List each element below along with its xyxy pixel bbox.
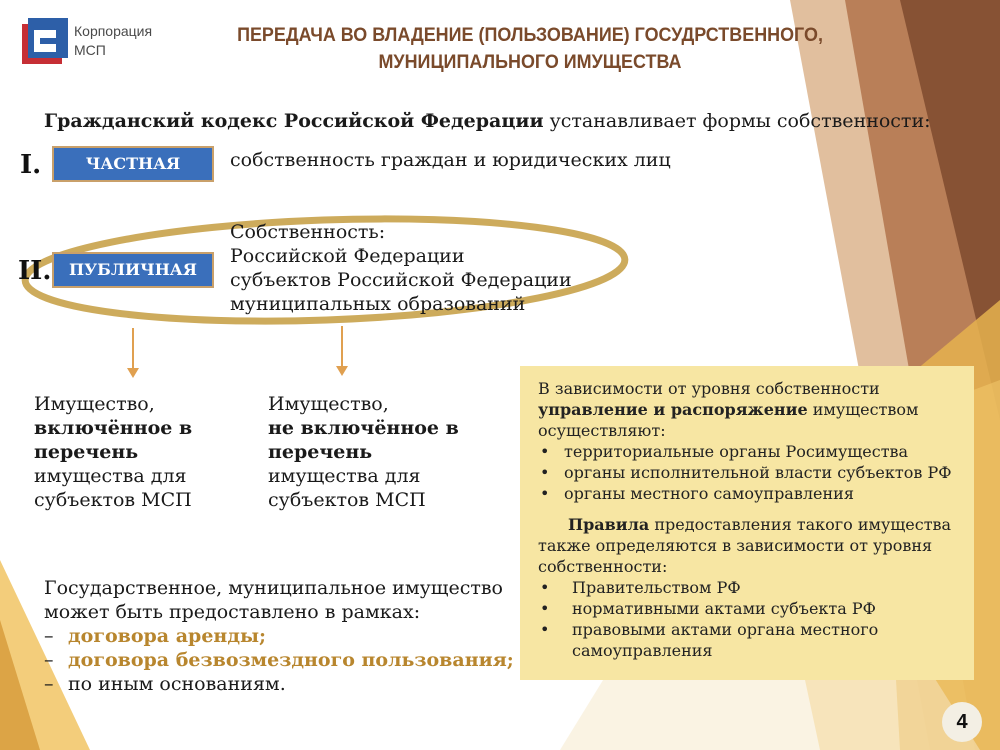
list-item: • правовыми актами органа местного самоуправления — [538, 619, 968, 661]
rules-sources-list — [538, 577, 968, 661]
list-item: • нормативными актами субъекта РФ — [538, 598, 968, 619]
basis-item — [44, 624, 514, 648]
right-col-line: Имущество, — [268, 393, 389, 415]
private-description: собственность граждан и юридических лиц — [230, 149, 671, 171]
management-bodies-list — [538, 441, 968, 504]
page-title — [226, 22, 833, 76]
box-p2-rest: предоставления такого имущества также определяются в зависимости от уровня собственности: — [538, 515, 952, 576]
logo-line2: МСП — [74, 42, 106, 58]
box-p1-start: В зависимости от уровня собственности — [538, 379, 880, 398]
box-paragraph-2 — [538, 514, 968, 577]
public-line: муниципальных образований — [230, 293, 526, 315]
logo-mark-icon — [22, 18, 68, 66]
public-badge: ПУБЛИЧНАЯ — [52, 252, 214, 288]
public-line: Российской Федерации — [230, 245, 465, 267]
private-badge: ЧАСТНАЯ — [52, 146, 214, 182]
right-col-line: субъектов МСП — [268, 489, 426, 511]
page-number: 4 — [942, 702, 982, 742]
included-property-block — [34, 392, 192, 512]
basis-other: по иным основаниям. — [68, 673, 286, 695]
public-description — [230, 220, 572, 316]
right-col-line: имущества для — [268, 465, 421, 487]
dash: – — [44, 649, 54, 671]
public-line: Собственность: — [230, 221, 386, 243]
left-col-bold: перечень — [34, 441, 139, 463]
corporation-logo — [22, 18, 172, 70]
box-paragraph-1 — [538, 378, 968, 441]
left-col-line: субъектов МСП — [34, 489, 192, 511]
dash: – — [44, 625, 54, 647]
title-line2: МУНИЦИПАЛЬНОГО ИМУЩЕСТВА — [378, 51, 682, 73]
list-item: • территориальные органы Росимущества — [538, 441, 968, 462]
list-item: • органы исполнительной власти субъектов РФ — [538, 462, 968, 483]
left-col-line: Имущество, — [34, 393, 155, 415]
basis-item — [44, 672, 514, 696]
dash: – — [44, 673, 54, 695]
title-line1: ПЕРЕДАЧА ВО ВЛАДЕНИЕ (ПОЛЬЗОВАНИЕ) ГОСУДРСТВЕННОГО, — [237, 24, 823, 46]
list-item: • органы местного самоуправления — [538, 483, 968, 504]
basis-free-use: договора безвозмездного пользования; — [68, 649, 514, 671]
intro-rest: устанавливает формы собственности: — [543, 110, 931, 132]
bottom-line: может быть предоставлено в рамках: — [44, 601, 421, 623]
right-col-bold: перечень — [268, 441, 373, 463]
bottom-line: Государственное, муниципальное имущество — [44, 577, 503, 599]
box-p2-bold: Правила — [568, 515, 650, 534]
provision-basis-block — [44, 576, 514, 696]
intro-bold: Гражданский кодекс Российской Федерации — [44, 110, 544, 132]
left-col-line: имущества для — [34, 465, 187, 487]
public-line: субъектов Российской Федерации — [230, 269, 572, 291]
right-col-bold: не включённое в — [268, 417, 459, 439]
logo-line1: Корпорация — [74, 23, 153, 39]
box-p1-bold: управление и распоряжение — [538, 400, 808, 419]
management-info-box — [520, 366, 974, 680]
roman-numeral-2: II. — [18, 256, 52, 286]
roman-numeral-1: I. — [20, 150, 42, 180]
list-item: • Правительством РФ — [538, 577, 968, 598]
basis-item — [44, 648, 514, 672]
left-col-bold: включённое в — [34, 417, 193, 439]
not-included-property-block — [268, 392, 459, 512]
basis-lease: договора аренды; — [68, 625, 267, 647]
intro-text — [44, 110, 931, 132]
box-p1-rest: имуществом осуществляют: — [538, 400, 919, 440]
